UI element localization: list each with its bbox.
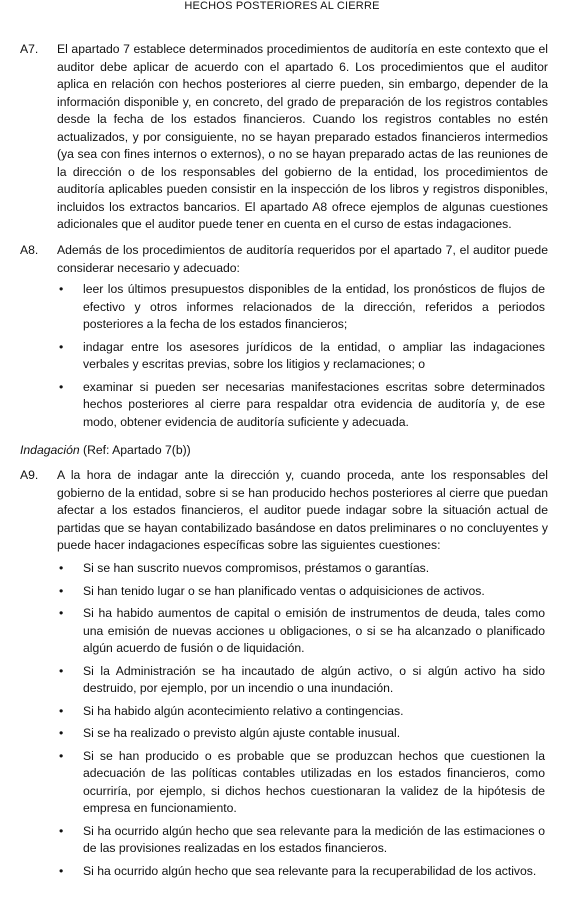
paragraph-text: El apartado 7 establece determinados procedimientos de auditoría en este contexto que el auditor debe aplicar de acuerdo con el apartado 6. Los procedimientos que el auditor aplica en relación con hechos posteriores al cierre pueden, sin embargo, depender de la información disponible y, en concreto, del grado de preparación de los registros contables desde la fecha de los estados financieros. Cuando los registros contables no estén actualizados, y por consiguiente, no se hayan preparado estados financieros intermedios (ya sea con fines internos o externos), o no se hayan preparado actas de las reuniones de la dirección o de los responsables del gobierno de la entidad, los procedimientos de auditoría aplicables pueden consistir en la inspección de los libros y registros disponibles, incluidos los extractos bancarios. El apartado A8 ofrece ejemplos de algunas cuestiones adicionales que el auditor puede tener en cuenta en el curso de estas indagaciones.: [57, 42, 548, 231]
list-item: • Si la Administración se ha incautado de algún activo, o si algún activo ha sido destruido, por ejemplo, por un incendio o una inundación.: [59, 663, 545, 695]
list-item: • Si ha habido algún acontecimiento relativo a contingencias.: [57, 703, 545, 721]
bullet-icon: •: [59, 561, 64, 575]
bullet-icon: •: [59, 748, 64, 763]
list-item: • leer los últimos presupuestos disponibles de la entidad, los pronósticos de flujos de efectivo y otros informes relacionados de la dirección, referidos a periodos posteriores a la fecha de los estados financieros;: [59, 282, 545, 331]
bullet-icon: •: [59, 606, 64, 620]
list-item: • Si ha ocurrido algún hecho que sea relevante para la recuperabilidad de los activos.: [57, 863, 545, 881]
paragraph-number: A7.: [20, 42, 39, 56]
bullet-icon: •: [59, 823, 64, 838]
bullet-icon: •: [59, 703, 64, 718]
page-header: HECHOS POSTERIORES AL CIERRE: [184, 0, 380, 12]
paragraph-number: A8.: [20, 243, 39, 257]
paragraph-text: Además de los procedimientos de auditoría requeridos por el apartado 7, el auditor puede considerar necesario y adecuado:: [57, 243, 548, 275]
bullet-icon: •: [59, 339, 64, 354]
bullet-icon: •: [59, 379, 64, 394]
list-item: • Si ha habido aumentos de capital o emisión de instrumentos de deuda, tales como una emisión de nuevas acciones u obligaciones, o si se ha alcanzado o planificado algún acuerdo de fusión o de liquidación.: [59, 606, 545, 655]
paragraph-text: A la hora de indagar ante la dirección y, cuando proceda, ante los responsables del gobierno de la entidad, sobre si se han producido hechos posteriores al cierre que puedan afectar a los estados financieros, el auditor puede indagar sobre la situación actual de partidas que se hayan contabilizado basándose en datos preliminares o no concluyentes y puede hacer indagaciones específicas sobre las siguientes cuestiones:: [57, 468, 548, 552]
list-item: • Si se han suscrito nuevos compromisos, préstamos o garantías.: [57, 560, 545, 578]
subheading-ref: (Ref: Apartado 7(b)): [79, 443, 191, 457]
bullet-icon: •: [59, 663, 64, 678]
list-item: • Si han tenido lugar o se han planificado ventas o adquisiciones de activos.: [57, 583, 545, 601]
bullet-icon: •: [59, 863, 64, 878]
bullet-icon: •: [59, 726, 64, 740]
bullet-icon: •: [59, 583, 64, 598]
list-item: • examinar si pueden ser necesarias manifestaciones escritas sobre determinados hechos posteriores al cierre para respaldar otra evidencia de auditoría y, de ese modo, obtener evidencia de auditoría suficiente y adecuada.: [59, 379, 545, 429]
paragraph-a8: [20, 242, 548, 277]
paragraph-a7: [20, 41, 548, 234]
list-item: • Si ha ocurrido algún hecho que sea relevante para la medición de las estimaciones o de las provisiones realizadas en los estados financieros.: [59, 823, 545, 855]
bullet-icon: •: [59, 282, 64, 296]
paragraph-number: A9.: [20, 468, 39, 482]
bullet-list-a9: [57, 560, 545, 885]
list-item: • indagar entre los asesores jurídicos de la entidad, o ampliar las indagaciones verbales y escritas previas, sobre los litigios y reclamaciones; o: [59, 339, 545, 371]
subheading-title: Indagación: [20, 443, 80, 457]
section-subheading: [20, 442, 548, 460]
list-item: • Si se ha realizado o previsto algún ajuste contable inusual.: [57, 725, 545, 743]
bullet-list-a8: [57, 281, 545, 436]
list-item: • Si se han producido o es probable que se produzcan hechos que cuestionen la adecuación de las políticas contables utilizadas en los estados financieros, como ocurriría, por ejemplo, si dichos hechos cuestionaran la validez de la hipótesis de empresa en funcionamiento.: [59, 748, 545, 815]
paragraph-a9: [20, 467, 548, 555]
